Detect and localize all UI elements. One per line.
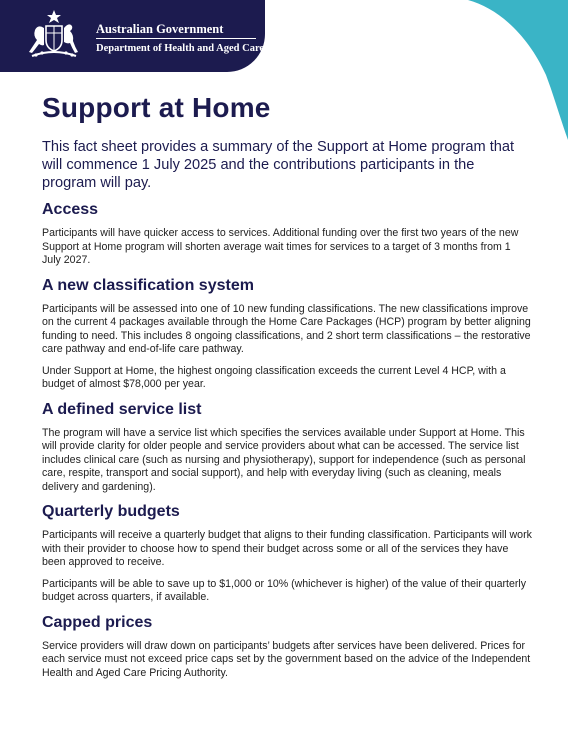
department-name: Department of Health and Aged Care: [96, 43, 265, 54]
section-paragraph: Participants will have quicker access to services. Additional funding over the first two years of the new Support at Home program will shorten average wait times for services to a target of 3 months from 1 July 2027.: [42, 227, 519, 266]
coat-of-arms-icon: [22, 8, 86, 64]
section-paragraph: The program will have a service list which specifies the services available under Support at Home. This will provide clarity for older people and service providers about what can be accessed. The service list includes clinical care (such as nursing and physiotherapy), support for independence (such as personal care, respite, transport and social support), and help with everyday living (such as cleaning, meals delivery and gardening).: [42, 426, 526, 493]
section-heading: Access: [42, 201, 99, 218]
section-quarterly-budgets: [42, 502, 532, 605]
lead-paragraph: This fact sheet provides a summary of the Support at Home program that will commence 1 July 2025 and the contributions participants in the program will pay.: [42, 139, 515, 191]
government-banner: [0, 0, 265, 72]
fact-sheet-content: [42, 92, 532, 688]
header-divider: [96, 38, 256, 39]
government-name: Australian Government: [96, 22, 224, 36]
section-paragraph: Participants will be able to save up to $1,000 or 10% (whichever is higher) of the value of their quarterly budget across quarters, if available.: [42, 577, 527, 603]
page-title: Support at Home: [42, 92, 271, 123]
section-paragraph: Under Support at Home, the highest ongoing classification exceeds the current Level 4 HCP, with a budget of almost $78,000 per year.: [42, 364, 506, 390]
section-service-list: [42, 400, 532, 495]
section-paragraph: Participants will be assessed into one of 10 new funding classifications. The new classifications improve on the current 4 packages available through the Home Care Packages (HCP) program by better aligning funding to need. This includes 8 ongoing classifications, and 2 short term classifications – the restorative care pathway and end-of-life care pathway.: [42, 302, 531, 355]
section-classification: [42, 276, 532, 392]
section-heading: A defined service list: [42, 400, 202, 418]
section-capped-prices: [42, 613, 532, 681]
section-heading: Capped prices: [42, 613, 153, 631]
section-heading: A new classification system: [42, 276, 254, 294]
section-paragraph: Service providers will draw down on participants’ budgets after services have been delivered. Prices for each service must not exceed price caps set by the government based on the advice of the Independent Health and Aged Care Pricing Authority.: [42, 639, 531, 679]
section-paragraph: Participants will receive a quarterly budget that aligns to their funding classification. Participants will work with their provider to choose how to spend their budget across some or all of the services they have been approved to receive.: [42, 529, 532, 568]
section-access: [42, 200, 532, 268]
section-heading: Quarterly budgets: [42, 503, 180, 520]
